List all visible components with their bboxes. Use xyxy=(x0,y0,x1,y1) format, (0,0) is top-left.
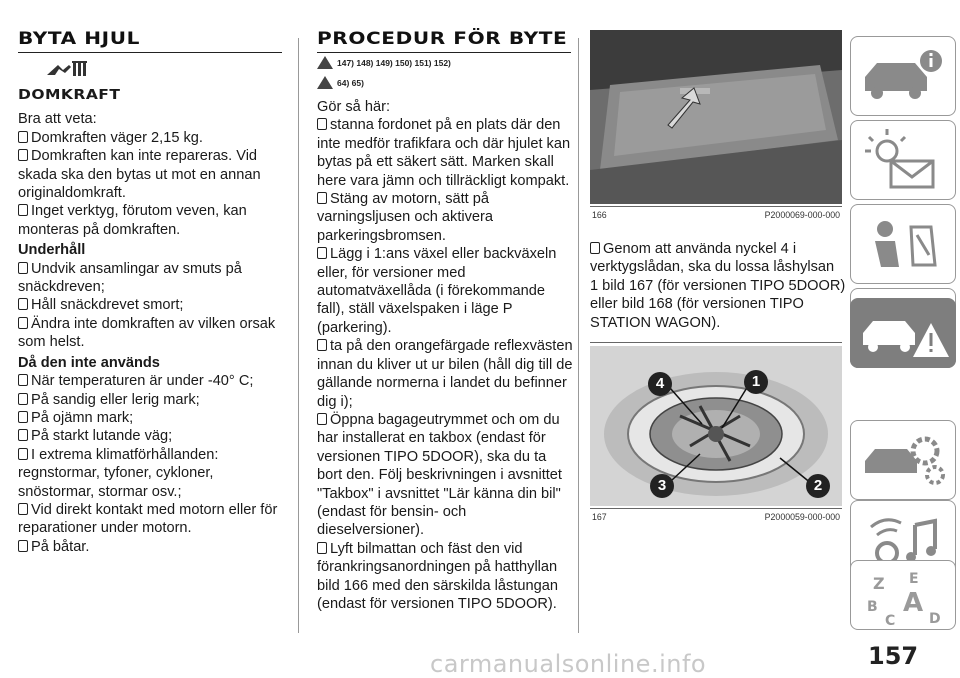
car-info-icon xyxy=(851,37,956,116)
trunk-photo xyxy=(590,30,842,204)
callout-1: 1 xyxy=(744,370,768,394)
bullet-list-not-in-use xyxy=(18,372,286,556)
svg-text:Z: Z xyxy=(873,574,885,593)
callout-2: 2 xyxy=(806,474,830,498)
left-body xyxy=(18,86,286,556)
heading-underhall: Underhåll xyxy=(18,242,86,259)
bullet-list-procedure xyxy=(317,116,573,613)
bullet-box-icon xyxy=(18,317,28,329)
bullet-item: På båtar. xyxy=(18,538,286,556)
fig167-number: 167 xyxy=(592,512,607,522)
tab-maintenance[interactable] xyxy=(850,420,956,500)
bullet-box-icon xyxy=(18,448,28,460)
bullet-box-icon xyxy=(18,131,28,143)
middle-column xyxy=(317,30,567,48)
bullet-item: Vid direkt kontakt med motorn eller för reparationer under motorn. xyxy=(18,501,278,537)
bullet-item: ta på den orangefärgade reflexvästen innan du kliver ut ur bilen (håll dig till de gällande normerna i landet du befinner dig i); xyxy=(317,338,573,410)
bullet-item: Håll snäckdrevet smort; xyxy=(18,296,286,314)
bullet-item: På starkt lutande väg; xyxy=(18,427,286,445)
bullet-item: Lägg i 1:ans växel eller backväxeln eller, för versioner med automatväxellåda (i förekommande fall), ställ växelspaken i läge P (parkering). xyxy=(317,246,557,336)
intro-gor-sa-har: Gör så här: xyxy=(317,99,390,115)
maintenance-gears-icon xyxy=(851,421,956,500)
bullet-box-icon xyxy=(18,262,28,274)
section-title-procedur: PROCEDUR FÖR BYTE xyxy=(317,29,568,49)
bullet-box-icon xyxy=(590,242,600,254)
bullet-box-icon xyxy=(18,204,28,216)
svg-text:E: E xyxy=(909,571,919,587)
tab-car-info[interactable] xyxy=(850,36,956,116)
callout-4: 4 xyxy=(648,372,672,396)
breakdown-triangle-icon xyxy=(851,299,956,368)
fig166-rule xyxy=(590,206,842,207)
fig167-caption xyxy=(592,512,840,522)
bullet-box-icon xyxy=(18,411,28,423)
callout-3: 3 xyxy=(650,474,674,498)
bullet-item: I extrema klimatförhållanden: regnstormar, tyfoner, cykloner, snöstormar, stormar osv.; xyxy=(18,446,219,500)
tab-emergency-active[interactable] xyxy=(850,298,956,368)
bullet-box-icon xyxy=(317,192,327,204)
svg-text:A: A xyxy=(903,588,924,618)
spare-wheel-photo xyxy=(590,346,842,506)
bullet-item: stanna fordonet på en plats där den inte medför trafikfara och där hjulet kan bytas på ett säkert sätt. Marken skall here vara jämn och tillräckligt kompakt. xyxy=(317,117,571,189)
bullet-list-maintenance xyxy=(18,260,286,352)
svg-text:D: D xyxy=(929,611,941,627)
right-body xyxy=(590,240,846,332)
fig167-code: P2000059-000-000 xyxy=(764,512,840,522)
caution-triangle-icon xyxy=(317,76,333,89)
bullet-box-icon xyxy=(18,429,28,441)
bullet-item: Undvik ansamlingar av smuts på snäckdreven; xyxy=(18,260,242,296)
section-title-byta-hjul: BYTA HJUL xyxy=(18,29,141,49)
tab-index[interactable] xyxy=(850,560,956,630)
bullet-box-icon xyxy=(317,339,327,351)
svg-text:B: B xyxy=(867,599,878,615)
tab-warning-lights[interactable] xyxy=(850,120,956,200)
bullet-item: Stäng av motorn, sätt på varningsljusen och aktivera parkeringsbromsen. xyxy=(317,191,494,244)
column-divider-2 xyxy=(578,38,579,633)
warning-refs-2: 64) 65) xyxy=(317,76,364,89)
title-rule-left xyxy=(18,52,282,53)
fig167-top-rule xyxy=(590,342,842,343)
fig167-rule xyxy=(590,508,842,509)
watermark: carmanualsonline.info xyxy=(430,650,707,678)
middle-body xyxy=(317,98,573,613)
bullet-box-icon xyxy=(18,393,28,405)
bullet-box-icon xyxy=(317,118,327,130)
column-divider xyxy=(298,38,299,633)
subtitle-domkraft: DOMKRAFT xyxy=(18,87,121,103)
bullet-item: Domkraften väger 2,15 kg. xyxy=(18,129,286,147)
fig166-code: P2000069-000-000 xyxy=(764,210,840,220)
svg-text:C: C xyxy=(885,613,896,629)
intro-text: Bra att veta: xyxy=(18,111,97,128)
title-rule-middle xyxy=(317,52,571,53)
bullet-box-icon xyxy=(18,374,28,386)
bullet-box-icon xyxy=(18,298,28,310)
bullet-list-info xyxy=(18,129,286,239)
airbag-seat-icon xyxy=(851,205,956,284)
bullet-box-icon xyxy=(18,149,28,161)
jack-icon xyxy=(45,59,91,84)
left-column xyxy=(18,30,286,48)
bullet-box-icon xyxy=(317,542,327,554)
bullet-right: Genom att använda nyckel 4 i verktygslådan, ska du lossa låshylsan 1 bild 167 (för versionen TIPO 5DOOR) eller bild 168 (för versionen TIPO STATION WAGON). xyxy=(590,241,846,331)
bullet-item: På ojämn mark; xyxy=(18,409,286,427)
bullet-item: På sandig eller lerig mark; xyxy=(18,391,286,409)
heading-not-in-use: Då den inte används xyxy=(18,354,160,371)
bullet-item: Ändra inte domkraften av vilken orsak som helst. xyxy=(18,315,276,351)
warning-light-mail-icon xyxy=(851,121,956,200)
bullet-box-icon xyxy=(317,413,327,425)
warning-refs-1: 147) 148) 149) 150) 151) 152) xyxy=(317,56,451,69)
bullet-item: När temperaturen är under -40° C; xyxy=(18,372,286,390)
fig166-caption xyxy=(592,210,840,220)
bullet-item: Lyft bilmattan och fäst den vid förankringsanordningen på hatthyllan bild 166 med den särskilda låstungan (endast för versionen TIPO 5DOOR). xyxy=(317,540,558,612)
figure-166 xyxy=(590,30,842,204)
bullet-item: Inget verktyg, förutom veven, kan monteras på domkraften. xyxy=(18,203,247,238)
tab-safety[interactable] xyxy=(850,204,956,284)
warning-triangle-icon xyxy=(317,56,333,69)
bullet-item: Domkraften kan inte repareras. Vid skada ska den bytas ut mot en annan originaldomkraft. xyxy=(18,148,261,202)
fig166-number: 166 xyxy=(592,210,607,220)
bullet-box-icon xyxy=(18,503,28,515)
bullet-box-icon xyxy=(18,540,28,552)
figure-167 xyxy=(590,346,842,506)
bullet-box-icon xyxy=(317,247,327,259)
index-alphabet-icon xyxy=(851,561,956,630)
bullet-item: Öppna bagageutrymmet och om du har installerat en takbox (endast för versionen TIPO 5DOOR), ska du ta bort den. Följ beskrivningen i avsnittet "Takbox" i avsnittet "Lär känna din bil" (endast för bensin- och dieselversioner). xyxy=(317,411,562,539)
page-number: 157 xyxy=(868,642,919,670)
